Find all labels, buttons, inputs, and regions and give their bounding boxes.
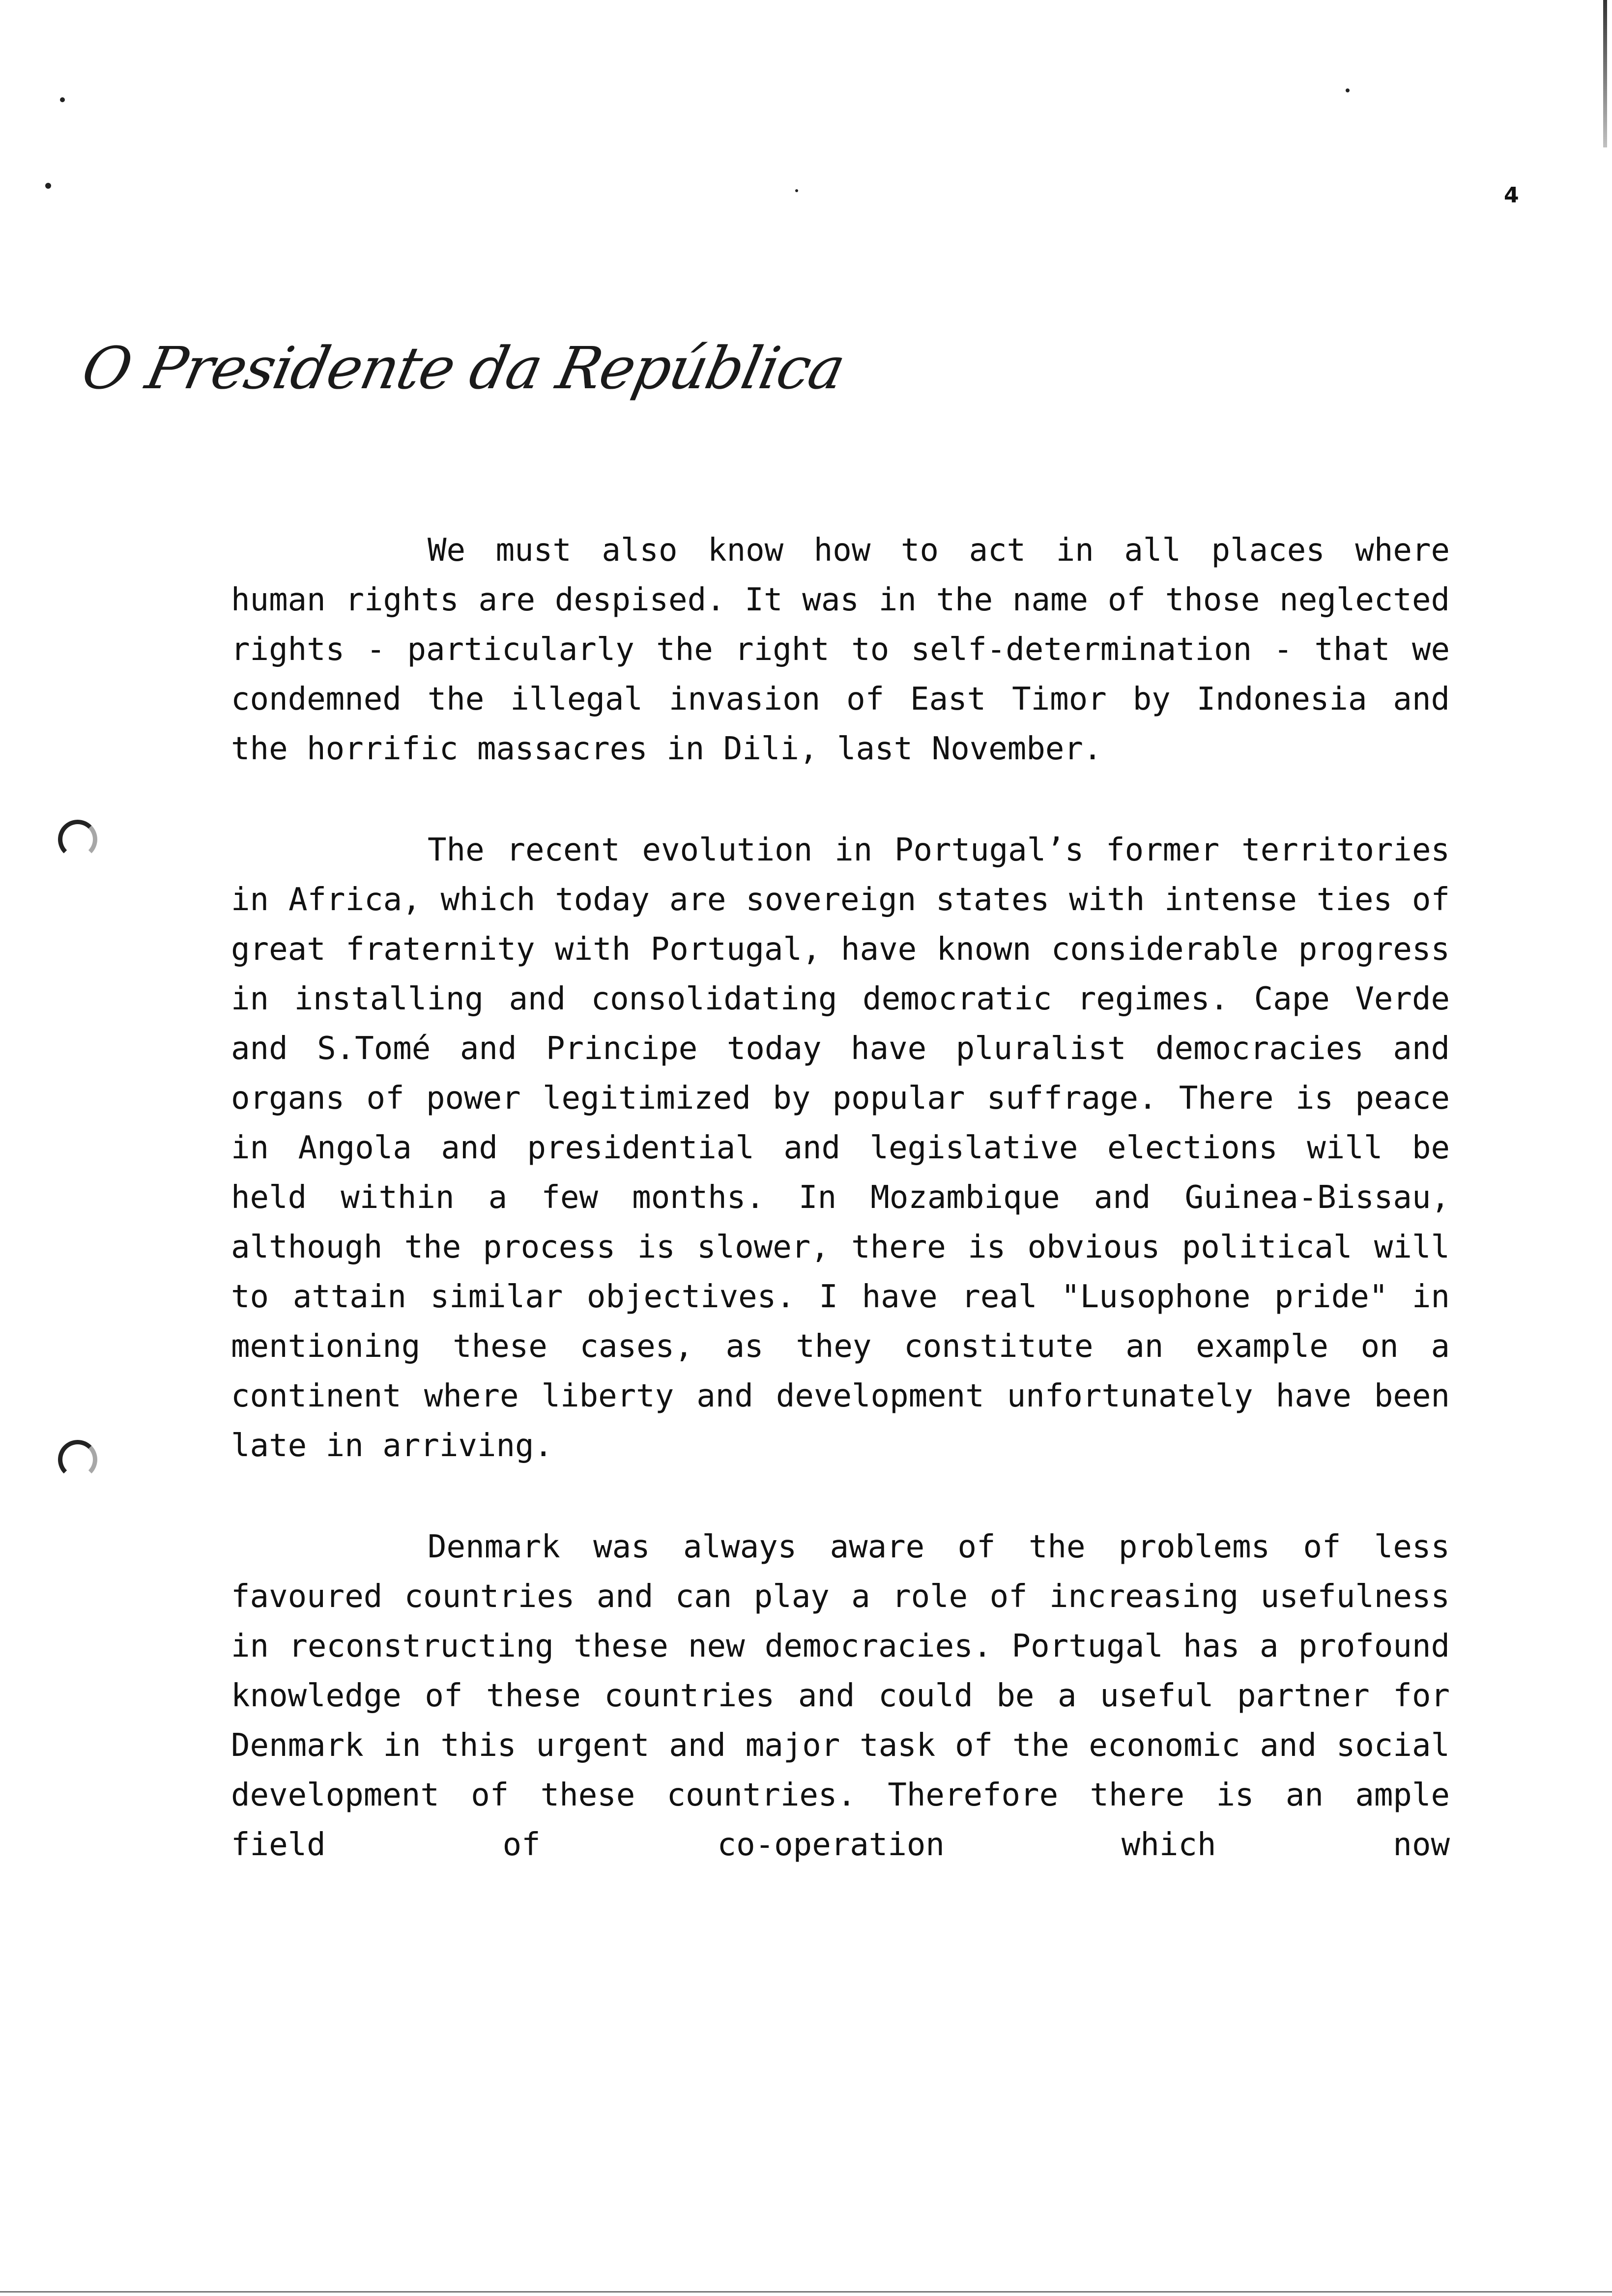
- scan-edge-mark: [1603, 0, 1607, 147]
- scan-speck: [45, 183, 51, 189]
- punch-hole: [58, 1440, 97, 1479]
- punch-hole: [58, 820, 97, 859]
- scan-speck: [795, 189, 798, 192]
- paragraph-african-territories: The recent evolution in Portugal’s former territories in Africa, which today are sovereign states with intense ties of great fraternity with Portugal, have known considerable progress in installing and consolidating democratic regimes. Cape Verde and S.Tomé and Principe today have pluralist democracies and organs of power legitimized by popular suffrage. There is peace in Angola and presidential and legislative elections will be held within a few months. In Mozambique and Guinea-Bissau, although the process is slower, there is obvious political will to attain similar objectives. I have real "Lusophone pride" in mentioning these cases, as they constitute an example on a continent where liberty and development unfortunately have been late in arriving.: [231, 832, 1450, 1464]
- scan-bottom-edge: [0, 2291, 1612, 2293]
- letter-body: [231, 526, 1450, 1870]
- scan-speck: [60, 97, 65, 102]
- paragraph-east-timor: We must also know how to act in all places where human rights are despised. It was in the name of those neglected rights - particularly the right to self-determination - that we condemned the illegal invasion of East Timor by Indonesia and the horrific massacres in Dili, last November.: [231, 532, 1450, 767]
- paragraph-denmark: Denmark was always aware of the problems of less favoured countries and can play a role of increasing usefulness in reconstructing these new democracies. Portugal has a profound knowledge of these countries and could be a useful partner for Denmark in this urgent and major task of the economic and social development of these countries. Therefore there is an ample field of co-operation which now: [231, 1529, 1450, 1863]
- scan-speck: [1346, 88, 1350, 92]
- page-number: 4: [1504, 183, 1519, 208]
- letterhead-title: O Presidente da República: [76, 334, 851, 402]
